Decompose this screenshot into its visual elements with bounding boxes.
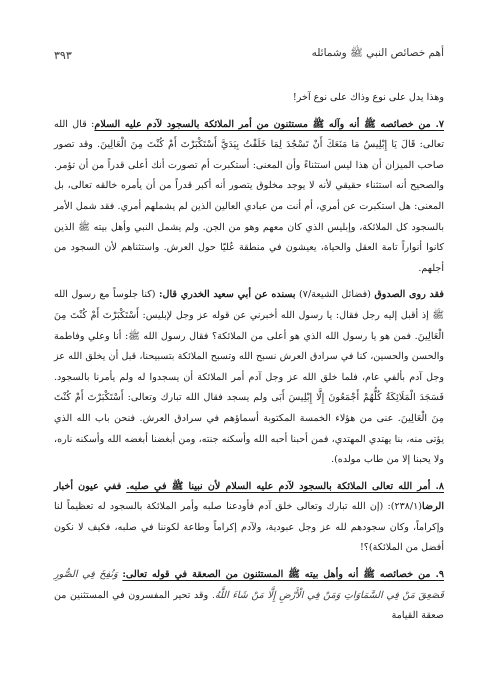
narration-source: (فضائل الشيعة/٧) <box>299 289 371 301</box>
document-page <box>54 40 444 660</box>
section-9-paragraph <box>54 565 444 627</box>
section-7-lead: : قال الله تعالى: قَالَ يَا إِبْلِيسُ مَا مَنَعَكَ أَنْ تَسْجُدَ لِمَا خَلَقْتُ بِيَدَيَّ أَسْتَكْبَرْتَ أَمْ كُنْتَ مِنَ الْعَالِينَ. وقد تصور صاحب الميزان أن هذا ليس استثناءً وأن المعنى: أستكبرت أم تصورت أنك أعلى قدراً من أن تؤمر. والصحيح أنه استثناء حقيقي لأنه لا يوجد مخلوق يتصور أنه أكبر قدراً من أن يأمره خالقه تعالى، بل المعنى: هل استكبرت عن أمري، أم أنت من عبادي العالين الذين لم يشملهم أمري. فقد شمل الأمر بالسجود كل الملائكة، وإبليس الذي كان معهم وهو من الجن. ولم يشمل النبي وأهل بيته ﷺ الذين كانوا أنواراً تامة العقل والحياة، يعيشون في منطقة عُليّا حول العرش. واستثناهم لأن السجود من أجلهم. <box>54 118 444 274</box>
narration-lead: فقد روى الصدوق <box>374 289 444 301</box>
intro-text: وهذا يدل على نوع وذاك على نوع آخر! <box>292 92 444 103</box>
narration-text: (كنا جلوساً مع رسول الله ﷺ إذ أقبل إليه رجل فقال: يا رسول الله أخبرني عن قوله عز وجل لإبليس: أَسْتَكْبَرْتَ أَمْ كُنْتَ مِنَ الْعَالِينَ. فمن هو يا رسول الله الذي هو أعلى من الملائكة؟ فقال رسول الله ﷺ: أنا وعلي وفاطمة والحسن والحسين، كنا في سرادق العرش نسبح الله وتسبح الملائكة بتسبيحنا، قبل أن يخلق الله عز وجل آدم بألفي عام، فلما خلق الله عز وجل آدم أمر الملائكة أن يسجدوا له ولم يأمرنا بالسجود. فَسَجَدَ الْمَلَائِكَةُ كُلُّهُمْ أَجْمَعُونَ إِلَّا إِبْلِيسَ أَبَى ولم يسجد فقال الله تبارك وتعالى: أَسْتَكْبَرْتَ أَمْ كُنْتَ مِنَ الْعَالِينَ. عنى من هؤلاء الخمسة المكتوبة أسماؤهم في سرادق العرش. فنحن باب الله الذي يؤتى منه، بنا يهتدي المهتدي، فمن أحبنا أحبه الله وأسكنه جنته، ومن أبغضنا أبغضه الله وأسكنه ناره، ولا يحبنا إلا من طاب مولده). <box>54 289 444 466</box>
narration-chain: بسنده عن أبي سعيد الخدري قال: <box>158 289 296 301</box>
section-9-heading: ٩. من خصائصه ﷺ أنه وأهل بيته ﷺ المستثنون من الصعقة في قوله تعالى: <box>122 569 444 581</box>
section-7-heading: ٧. من خصائصه ﷺ أنه وآله ﷺ مستثنون من أمر الملائكة بالسجود لآدم عليه السلام <box>94 118 444 130</box>
section-7-paragraph <box>54 115 444 280</box>
page-body <box>54 88 444 627</box>
page-number: ٣٩٣ <box>54 49 72 62</box>
section-8-heading: ٨. أمر الله تعالى الملائكة بالسجود لآدم عليه السلام لأن نبينا ﷺ في صلبه. <box>126 480 444 492</box>
section-9-verse: وَنُفِخَ فِي الصُّورِ فَصَعِقَ مَنْ فِي السَّمَاوَاتِ وَمَنْ فِي الْأَرْضِ إِلَّا مَنْ شَاءَ اللَّهُ. <box>54 569 444 601</box>
running-header-title: أهم خصائص النبي ﷺ وشمائله <box>311 47 444 59</box>
section-7-narration <box>54 285 444 470</box>
intro-paragraph <box>54 88 444 109</box>
section-8-text: : (إن الله تبارك وتعالى خلق آدم فأودعنا صلبه وأمر الملائكة بالسجود له تعظيماً لنا وإكراماً، وكان سجودهم لله عز وجل عبودية، ولآدم إكراماً وطاعة لكوننا في صلبه، فكيف لا نكون أفضل من الملائكة)؟! <box>54 501 444 554</box>
running-header <box>54 40 444 62</box>
section-8-source-ref: (٢٣٨/١) <box>390 501 423 513</box>
section-8-paragraph <box>54 477 444 559</box>
section-8-source: ففي عيون أخبار الرضا <box>54 480 444 513</box>
section-9-text: وقد تحير المفسرون في المستثنين من صعقة القيامة <box>54 589 444 622</box>
